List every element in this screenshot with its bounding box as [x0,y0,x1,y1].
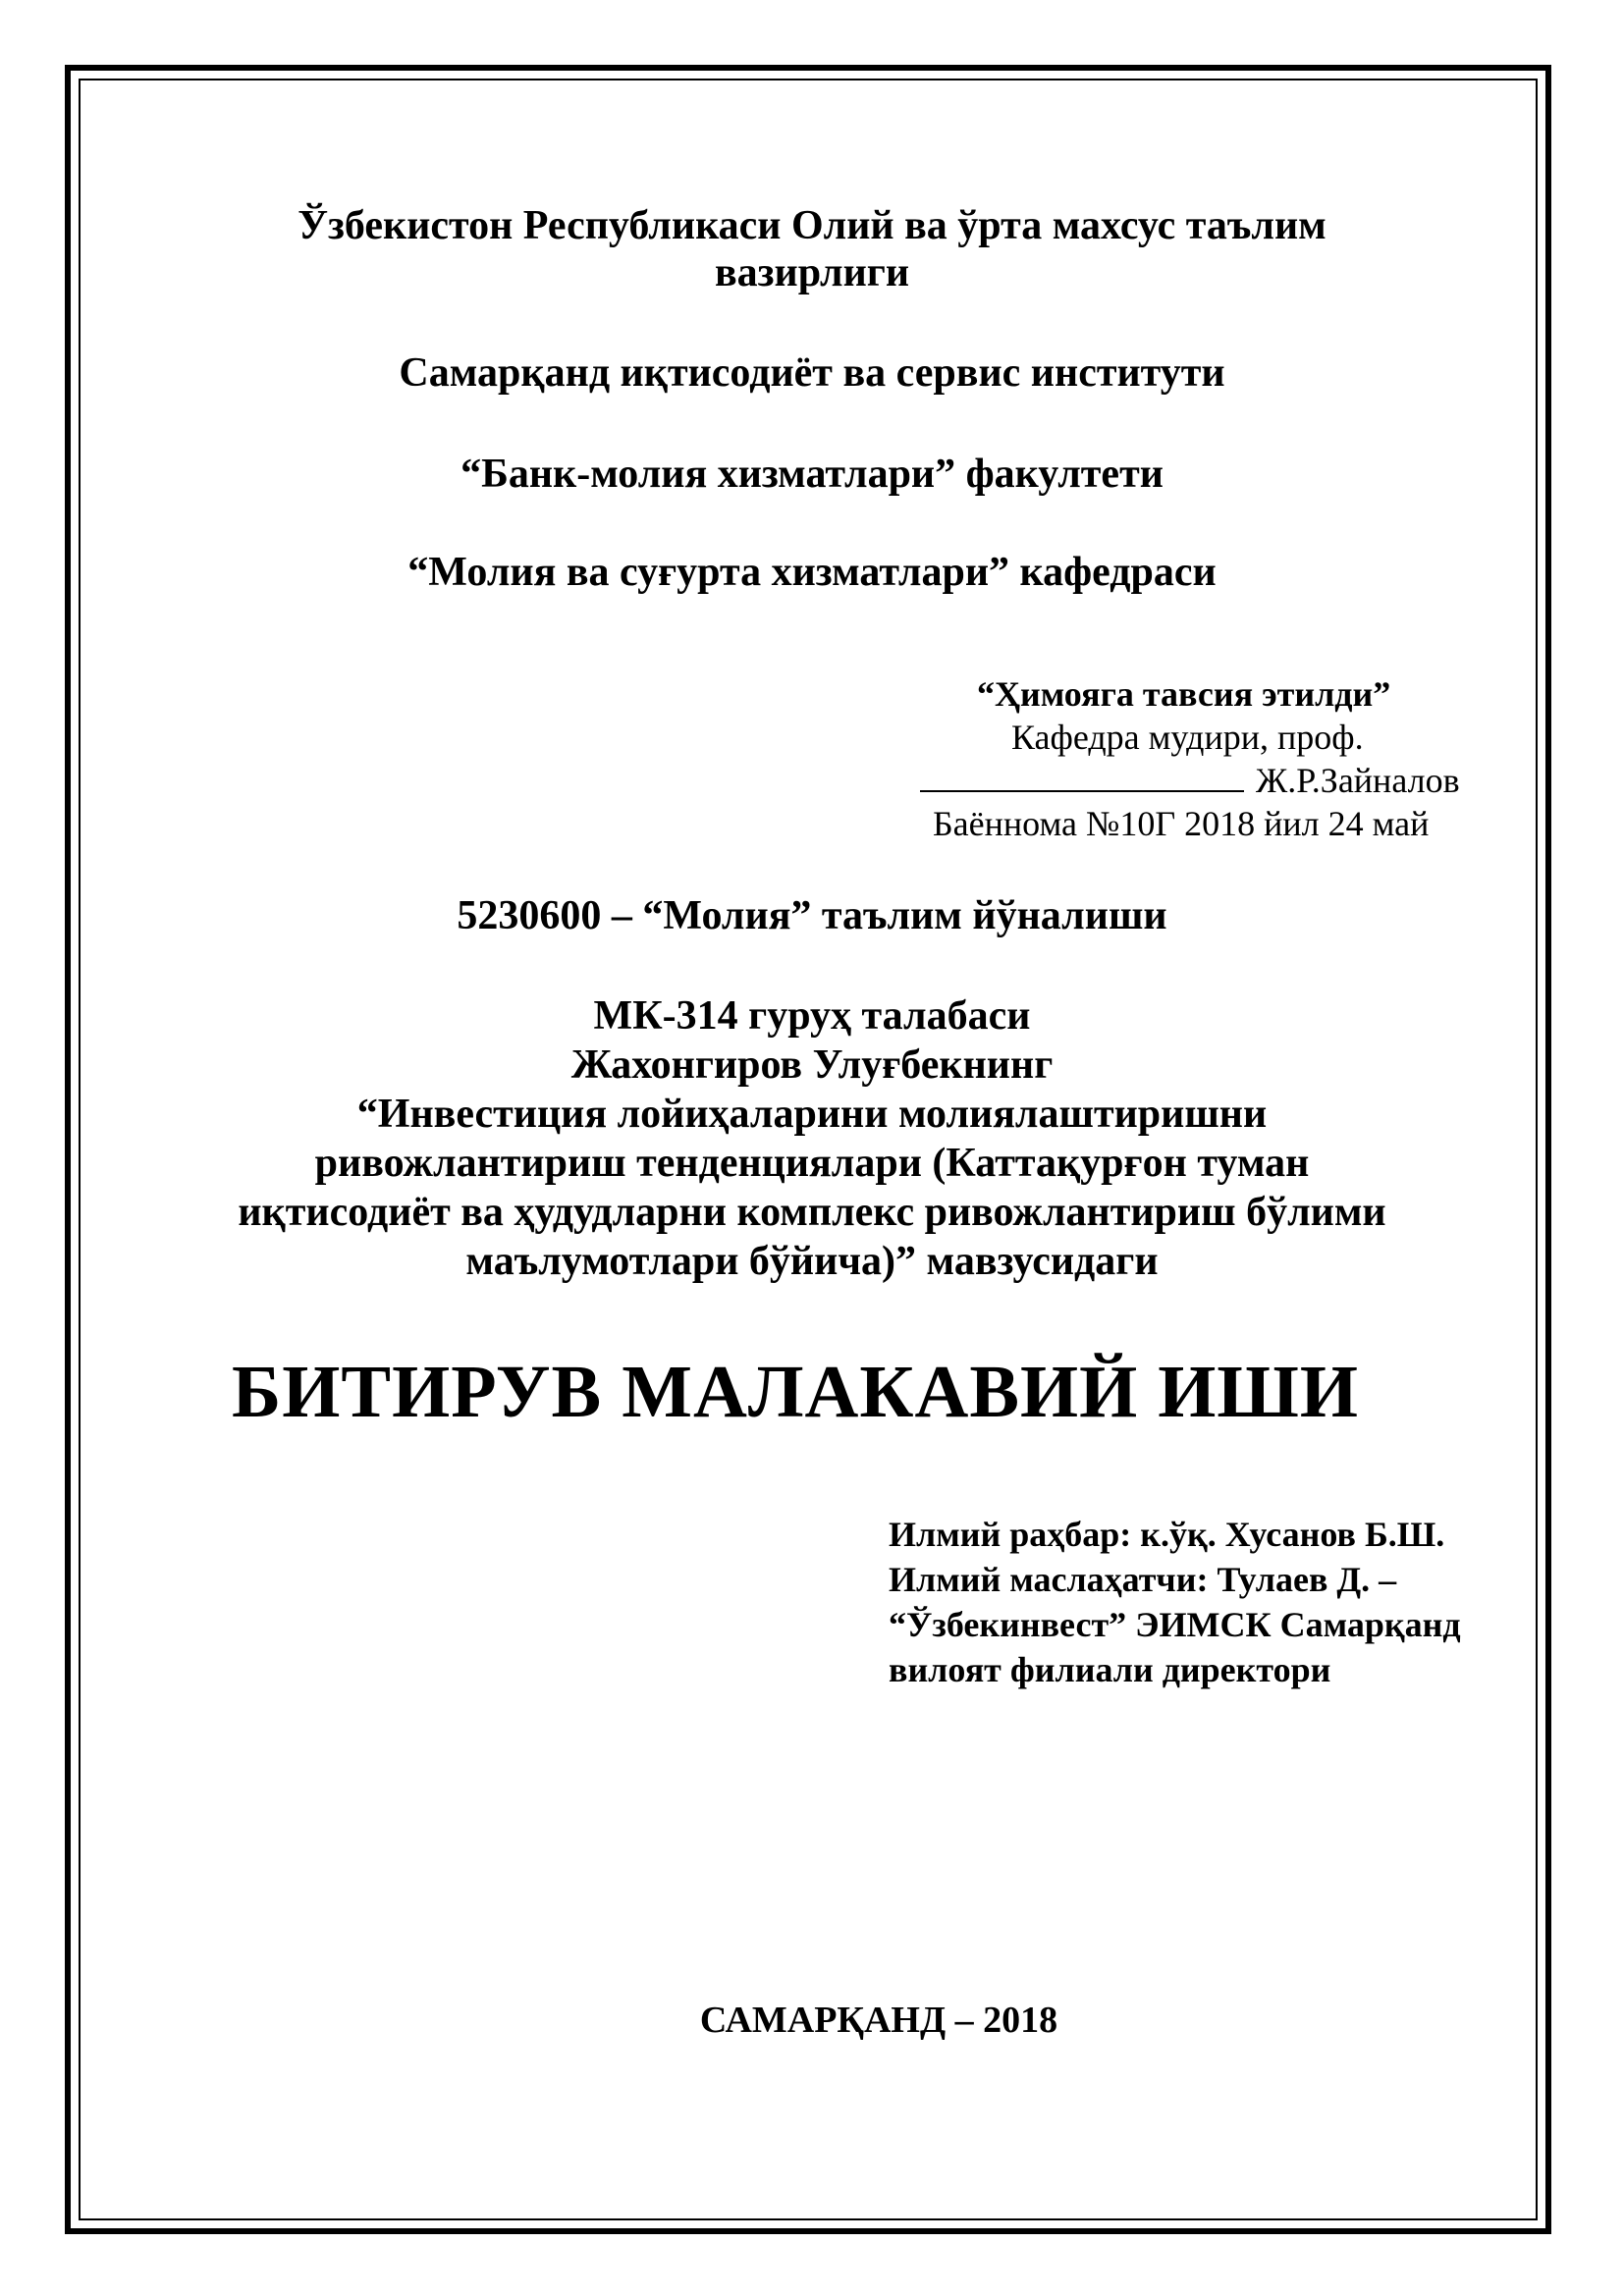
supervisor-line-4: вилоят филиали директори [889,1650,1331,1689]
approval-name: Ж.Р.Зайналов [1256,761,1460,800]
ministry-line-1: Ўзбекистон Республикаси Олий ва ўрта махсус таълим [298,203,1326,248]
supervisor-line-3: “Ўзбекинвест” ЭИМСК Самарқанд [889,1605,1461,1644]
student-group: МК-314 гуруҳ талабаси [593,993,1031,1039]
approval-protocol: Баённома №10Г 2018 йил 24 май [933,804,1430,843]
faculty-name: “Банк-молия хизматлари” факултети [460,452,1164,497]
signature-line [920,761,1244,792]
approval-signature-row [920,759,1460,802]
student-name: Жахонгиров Улуғбекнинг [570,1042,1054,1088]
approval-title: “Ҳимояга тавсия этилди” [977,674,1391,714]
institute-name: Самарқанд иқтисодиёт ва сервис институти [399,350,1225,396]
work-title: БИТИРУВ МАЛАКАВИЙ ИШИ [232,1351,1359,1433]
topic-line-4: маълумотлари бўйича)” мавзусидаги [465,1239,1159,1284]
approval-position: Кафедра мудири, проф. [1011,718,1364,757]
supervisor-line-2: Илмий маслаҳатчи: Тулаев Д. – [889,1560,1397,1599]
topic-line-3: иқтисодиёт ва ҳудудларни комплекс ривожлантириш бўлими [238,1190,1386,1235]
supervisor-line-1: Илмий раҳбар: к.ўқ. Хусанов Б.Ш. [889,1515,1445,1554]
supervisors-block [889,1512,1461,1692]
study-direction: 5230600 – “Молия” таълим йўналиши [457,893,1167,938]
footer-city-year: САМАРҚАНД – 2018 [699,2000,1058,2041]
ministry-line-2: вазирлиги [714,250,910,295]
department-name: “Молия ва суғурта хизматлари” кафедраси [407,550,1217,595]
topic-line-2: ривожлантириш тенденциялари (Каттақурғон туман [314,1141,1310,1186]
topic-line-1: “Инвестиция лойиҳаларини молиялаштиришни [356,1092,1268,1137]
